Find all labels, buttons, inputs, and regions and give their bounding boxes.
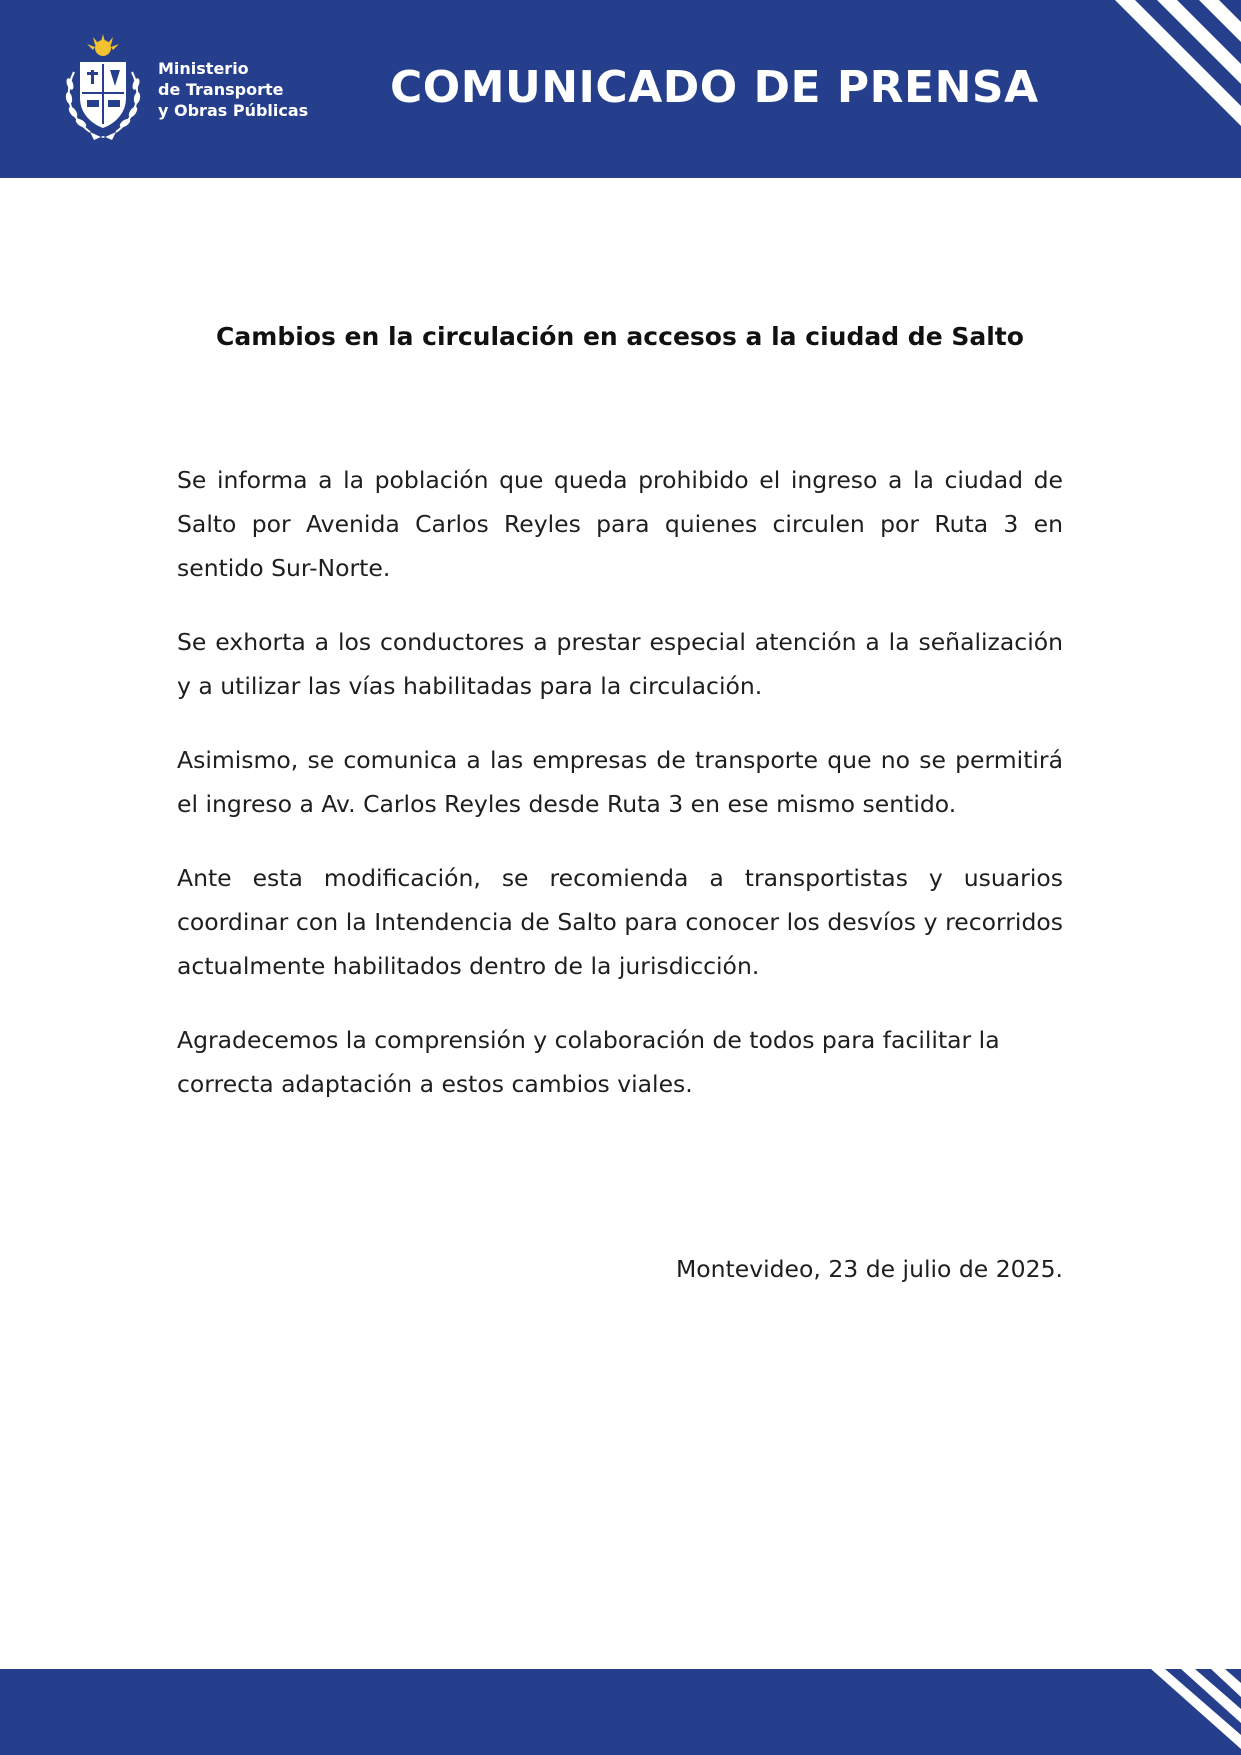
paragraph-2: Se exhorta a los conductores a prestar especial atención a la señalización y a utilizar las vías habilitadas para la circulación. <box>177 628 1063 700</box>
document-title: Cambios en la circulación en accesos a la ciudad de Salto <box>216 322 1024 351</box>
paragraph-4: Ante esta modificación, se recomienda a transportistas y usuarios coordinar con la Intendencia de Salto para conocer los desvíos y recorridos actualmente habilitados dentro de la jurisdicción. <box>177 864 1063 980</box>
paragraph-3: Asimismo, se comunica a las empresas de transporte que no se permitirá el ingreso a Av. Carlos Reyles desde Ruta 3 en ese mismo sentido. <box>177 746 1063 818</box>
press-release-heading: COMUNICADO DE PRENSA <box>390 62 1039 113</box>
footer-banner <box>0 1669 1241 1755</box>
decorative-stripes-top <box>1101 0 1241 178</box>
uruguay-coat-of-arms-icon <box>60 34 146 144</box>
document-body <box>177 458 1063 1136</box>
header-banner <box>0 0 1241 178</box>
paragraph-5: Agradecemos la comprensión y colaboración de todos para facilitar la correcta adaptación a estos cambios viales. <box>177 1026 1000 1098</box>
ministry-name-line-2: de Transporte <box>158 80 284 99</box>
ministry-name-line-3: y Obras Públicas <box>158 101 309 120</box>
ministry-name <box>158 58 308 121</box>
ministry-name-line-1: Ministerio <box>158 59 249 78</box>
paragraph-1: Se informa a la población que queda prohibido el ingreso a la ciudad de Salto por Avenida Carlos Reyles para quienes circulen por Ruta 3 en sentido Sur-Norte. <box>177 466 1063 582</box>
place-and-date: Montevideo, 23 de julio de 2025. <box>675 1255 1063 1283</box>
decorative-stripes-bottom <box>1131 1669 1241 1755</box>
